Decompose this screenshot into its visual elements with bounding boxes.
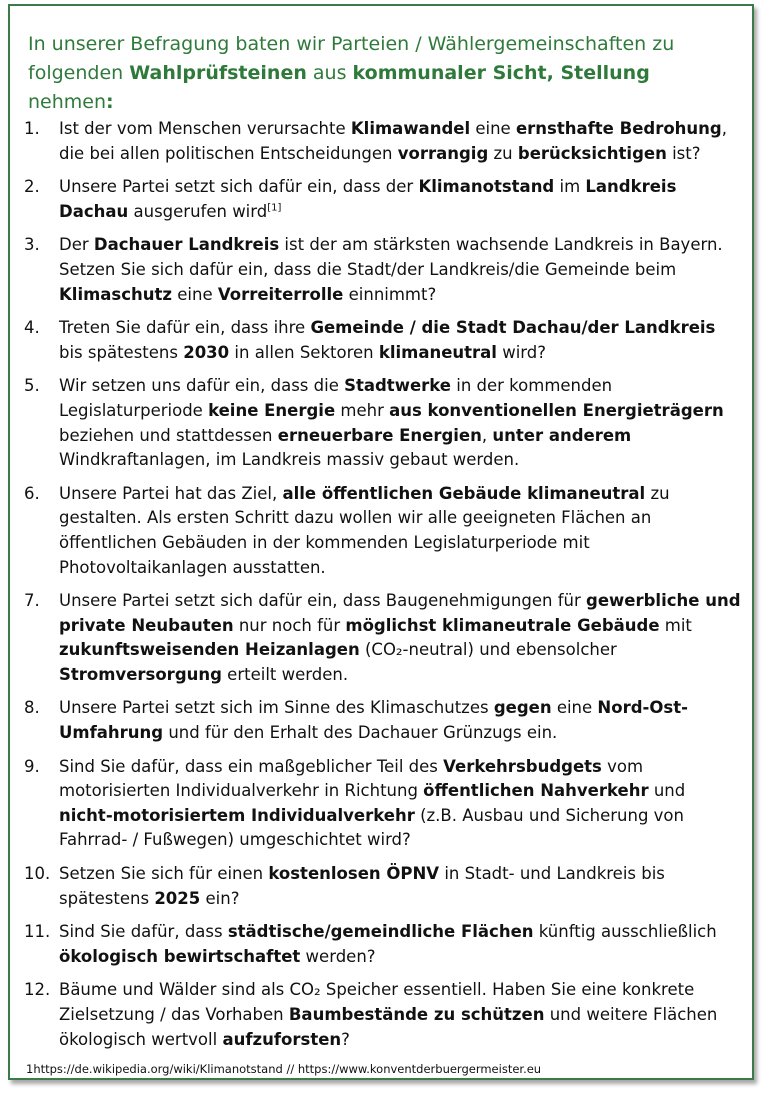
question-text: Treten Sie dafür ein, dass ihre — [59, 318, 311, 338]
question-item — [24, 696, 744, 745]
question-emphasis: öffentlichen Nahverkehr — [423, 781, 649, 801]
question-emphasis: Klimaschutz — [59, 284, 173, 304]
question-text: einnimmt? — [343, 284, 437, 304]
question-text: zu gestalten. Als ersten Schritt dazu wollen wir alle geeigneten Flächen an öffentlichen Gebäuden in der kommenden Legislaturperiode mit Photovoltaikanlagen ausstatten. — [59, 483, 670, 577]
question-emphasis: ernsthafte Bedrohung — [515, 119, 722, 138]
question-emphasis: ökologisch bewirtschaftet — [59, 946, 301, 966]
question-text: im — [554, 177, 586, 197]
question-text: in Stadt- und Landkreis bis spätestens — [59, 864, 665, 908]
question-item — [24, 175, 744, 224]
question-item — [24, 316, 744, 365]
question-emphasis: vorrangig — [397, 143, 489, 163]
question-number: 5. — [24, 376, 40, 396]
question-text: ein? — [200, 888, 240, 908]
question-text: und für den Erhalt des Dachauer Grünzugs ein. — [163, 723, 558, 743]
question-text: ist der am stärksten wachsende Landkreis in Bayern. Setzen Sie sich dafür ein, dass die Stadt/der Landkreis/die Gemeinde beim — [59, 235, 723, 279]
question-text: wird? — [496, 342, 547, 362]
question-text: Unsere Partei setzt sich dafür ein, dass Baugenehmigungen für — [59, 591, 587, 611]
question-emphasis: Verkehrsbudgets — [443, 756, 602, 776]
question-text: ? — [341, 1029, 350, 1049]
question-number: 8. — [24, 698, 40, 718]
question-emphasis: aus konventionellen Energieträgern — [389, 400, 724, 420]
question-text: Sind Sie dafür, dass — [59, 922, 228, 942]
question-text: mehr — [335, 400, 390, 420]
question-text: (CO₂-neutral) und ebensolcher — [359, 640, 617, 660]
question-text: in der kommenden Legislaturperiode — [59, 376, 613, 420]
question-number: 2. — [24, 177, 40, 197]
question-text: nur noch für — [233, 615, 346, 635]
footnote: 1https://de.wikipedia.org/wiki/Klimanotstand // https://www.konventderbuergermeister.eu — [26, 1062, 542, 1076]
question-text: Sind Sie dafür, dass ein maßgeblicher Teil des — [59, 756, 444, 776]
question-emphasis: gewerbliche und private Neubauten — [59, 591, 741, 635]
question-number: 1. — [24, 119, 40, 138]
question-item — [24, 978, 744, 1052]
question-item — [24, 482, 744, 580]
question-emphasis: unter anderem — [492, 425, 632, 445]
question-emphasis: Vorreiterrolle — [217, 284, 344, 304]
question-item — [24, 589, 744, 687]
question-item — [24, 117, 744, 166]
question-item — [24, 920, 744, 969]
question-emphasis: Gemeinde / die Stadt Dachau/der Landkreis — [310, 318, 716, 338]
question-text: ist? — [666, 143, 701, 163]
question-number: 3. — [24, 235, 40, 255]
question-emphasis: Nord-Ost-Umfahrung — [59, 698, 688, 743]
question-text: Unsere Partei hat das Ziel, — [59, 483, 283, 503]
question-emphasis: Baumbestände zu schützen — [288, 1005, 545, 1024]
question-number: 12. — [24, 980, 51, 1000]
question-emphasis: Landkreis Dachau — [59, 177, 677, 221]
question-number: 9. — [24, 756, 40, 776]
question-emphasis: aufzuforsten — [222, 1029, 342, 1049]
question-emphasis: keine Energie — [208, 400, 336, 420]
question-text: Unsere Partei setzt sich dafür ein, dass der — [59, 177, 419, 197]
question-emphasis: alle öffentlichen Gebäude klimaneutral — [282, 483, 646, 503]
question-text: Wir setzen uns dafür ein, dass die — [59, 376, 345, 396]
question-emphasis: 2030 — [183, 342, 230, 362]
question-text: vom motorisierten Individualverkehr in Richtung — [59, 756, 644, 801]
question-text: (z.B. Ausbau und Sicherung von Fahrrad- / Fußwegen) umgeschichtet wird? — [59, 805, 684, 850]
question-item — [24, 374, 744, 472]
question-emphasis: kostenlosen ÖPNV — [268, 864, 440, 884]
question-emphasis: möglichst klimaneutrale Gebäude — [345, 615, 660, 635]
question-text: künftig ausschließlich — [533, 922, 717, 942]
question-text: und weitere Flächen ökologisch wertvoll — [59, 1005, 718, 1049]
question-text: Der — [59, 235, 94, 255]
question-emphasis: gegen — [493, 698, 552, 718]
question-emphasis: zukunftsweisenden Heizanlagen — [59, 640, 360, 660]
question-text: erteilt werden. — [221, 664, 349, 684]
question-item — [24, 233, 744, 307]
question-emphasis: städtische/gemeindliche Flächen — [227, 922, 534, 942]
question-list — [24, 117, 744, 1061]
question-emphasis: erneuerbare Energien — [277, 425, 482, 445]
question-text: , die bei allen politischen Entscheidungen — [59, 119, 727, 163]
question-text: bis spätestens — [59, 342, 184, 362]
question-text: zu — [488, 143, 518, 163]
question-text: und — [648, 781, 686, 801]
question-number: 4. — [24, 318, 40, 338]
question-text: eine — [551, 698, 598, 718]
intro-heading: In unserer Befragung baten wir Parteien / Wählergemeinschaften zu folgenden Wahlprüfsteinen aus kommunaler Sicht, Stellung nehmen: — [28, 33, 675, 113]
question-text: in allen Sektoren — [229, 342, 379, 362]
question-number: 6. — [24, 483, 40, 503]
question-text: ausgerufen wird — [128, 201, 268, 221]
question-text: , — [481, 425, 493, 445]
question-text: Bäume und Wälder sind als CO₂ Speicher essentiell. Haben Sie eine konkrete Zielsetzung / das Vorhaben — [59, 980, 695, 1024]
question-text: Windkraftanlagen, im Landkreis massiv gebaut werden. — [59, 450, 520, 470]
question-number: 7. — [24, 591, 40, 611]
question-item — [24, 755, 744, 853]
question-text: werden? — [300, 946, 376, 966]
question-emphasis: Klimawandel — [350, 119, 471, 138]
question-emphasis: Klimanotstand — [418, 177, 555, 197]
document-card — [8, 4, 754, 1080]
question-text: Ist der vom Menschen verursachte — [59, 119, 351, 138]
question-text: Setzen Sie sich für einen — [59, 864, 269, 884]
question-text: mit — [659, 615, 692, 635]
question-number: 10. — [24, 864, 51, 884]
question-item — [24, 862, 744, 911]
question-emphasis: Stromversorgung — [59, 664, 222, 684]
question-emphasis: 2025 — [154, 888, 201, 908]
question-text: eine — [470, 119, 516, 138]
question-emphasis: berücksichtigen — [517, 143, 667, 163]
question-number: 11. — [24, 922, 51, 942]
question-text: Unsere Partei setzt sich im Sinne des Klimaschutzes — [59, 698, 494, 718]
question-text: eine — [172, 284, 218, 304]
question-emphasis: Stadtwerke — [344, 376, 451, 396]
question-emphasis: nicht-motorisiertem Individualverkehr — [59, 805, 415, 825]
question-emphasis: klimaneutral — [378, 342, 497, 362]
question-text: beziehen und stattdessen — [59, 425, 278, 445]
question-emphasis: Dachauer Landkreis — [93, 235, 280, 255]
footnote-ref: [1] — [267, 202, 282, 214]
